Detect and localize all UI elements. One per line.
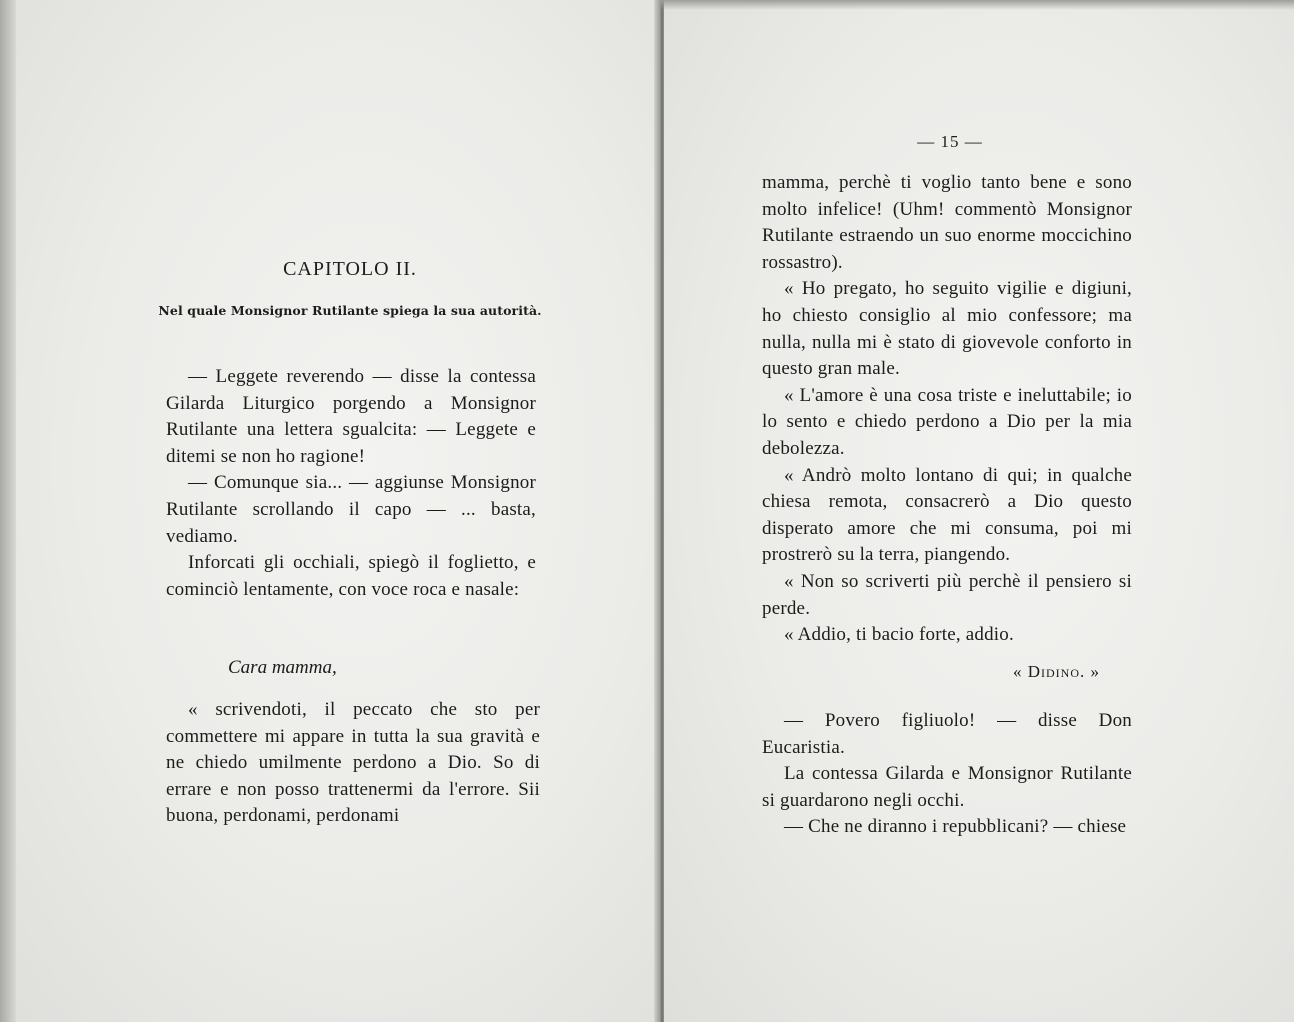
paragraph: — Leggete reverendo — disse la contessa Gilarda Liturgico porgendo a Monsignor Rutilante una lettera sgualcita: — Leggete e ditemi se non ho ragione!: [166, 366, 536, 467]
page-edge: [0, 0, 16, 1022]
paragraph: mamma, perchè ti voglio tanto bene e sono molto infelice! (Uhm! commentò Monsignor Rutilante estraendo un suo enorme moccichino rossastro).: [762, 172, 1132, 273]
chapter-title: CAPITOLO II.: [283, 258, 417, 280]
left-text-top: [166, 364, 536, 603]
chapter-subtitle: Nel quale Monsignor Rutilante spiega la sua autorità.: [158, 303, 542, 318]
page-number: — 15 —: [917, 132, 983, 151]
right-text-bottom: [762, 708, 1132, 841]
paragraph: « Non so scriverti più perchè il pensiero si perde.: [762, 570, 1132, 619]
letter-salutation: Cara mamma,: [228, 657, 337, 678]
paragraph: « scrivendoti, il peccato che sto per commettere mi appare in tutta la sua gravità e ne chiedo umilmente perdono a Dio. So di errare e non posso trattenermi da l'errore. Sii buona, perdonami, perdonami: [166, 699, 540, 827]
letter-signature: « Didino. »: [1012, 662, 1100, 681]
paragraph: « Andrò molto lontano di qui; in qualche chiesa remota, consacrerò a Dio questo disperato amore che mi consuma, poi mi prostrerò su la terra, piangendo.: [762, 464, 1132, 566]
paragraph: « Addio, ti bacio forte, addio.: [784, 624, 1014, 646]
paragraph: « Ho pregato, ho seguito vigilie e digiuni, ho chiesto consiglio al mio confessore; ma nulla, nulla mi è stato di giovevole conforto in questo gran male.: [762, 278, 1132, 380]
paragraph: — Povero figliuolo! — disse Don Eucaristia.: [762, 710, 1132, 758]
left-text-bottom: [166, 697, 540, 830]
paragraph: — Comunque sia... — aggiunse Monsignor Rutilante scrollando il capo — ... basta, vediamo.: [166, 472, 536, 547]
paragraph: Inforcati gli occhiali, spiegò il foglietto, e cominciò lentamente, con voce roca e nasale:: [166, 552, 536, 600]
right-text-top: [762, 170, 1132, 649]
page-shadow: [660, 0, 1294, 10]
paragraph: « L'amore è una cosa triste e ineluttabile; io lo sento e chiedo perdono a Dio per la mia debolezza.: [762, 384, 1132, 459]
paragraph: La contessa Gilarda e Monsignor Rutilante si guardarono negli occhi.: [762, 763, 1132, 811]
paragraph: — Che ne diranno i repubblicani? — chiese: [784, 816, 1127, 838]
